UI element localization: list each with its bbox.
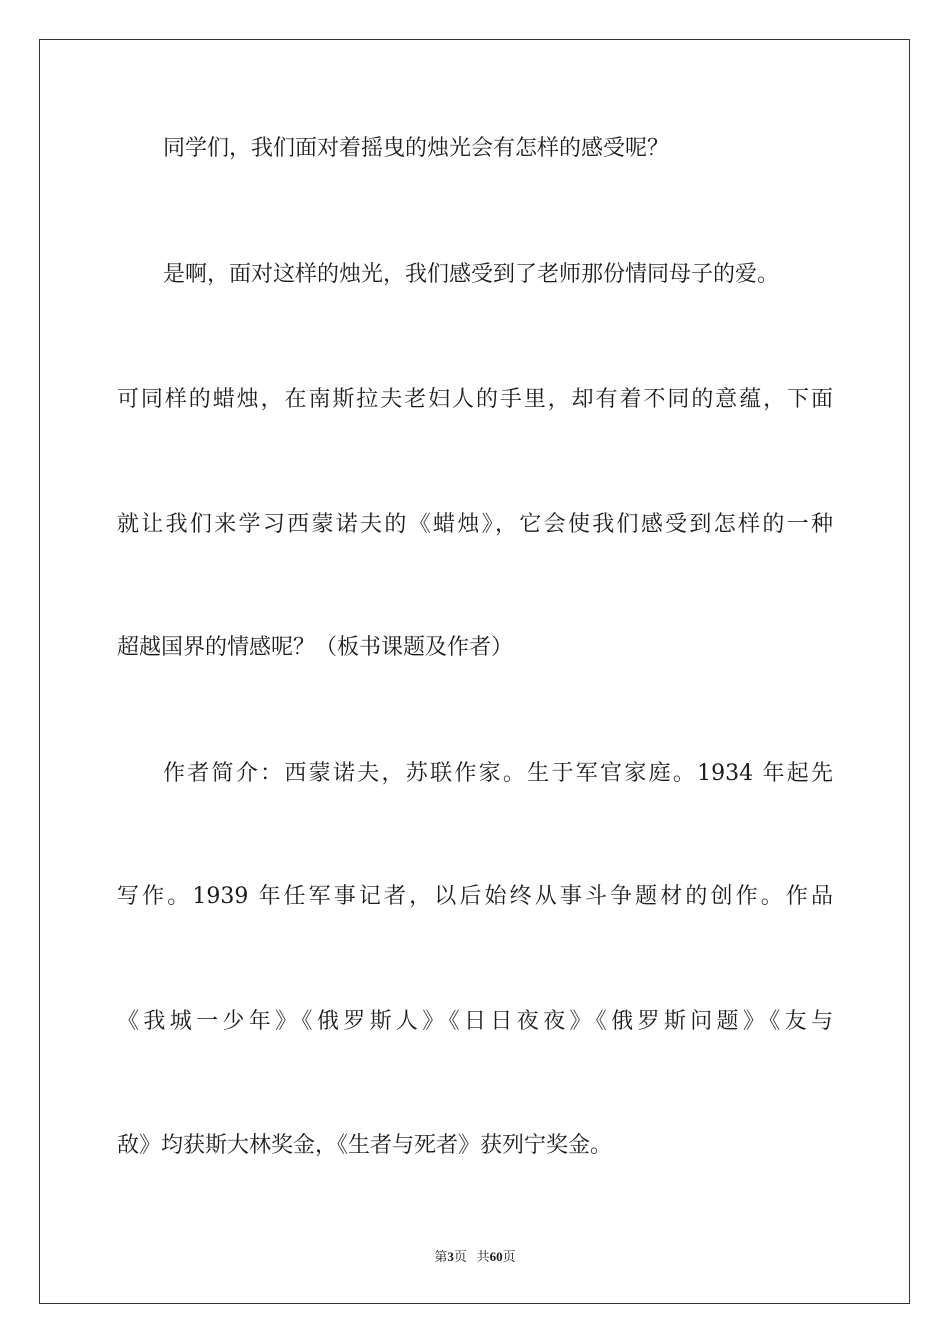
page-number: 3 <box>447 1249 454 1264</box>
paragraph-line: 《我城一少年》《俄罗斯人》《日日夜夜》《俄罗斯问题》《友与 <box>117 1009 833 1034</box>
paragraph-line: 是啊，面对这样的烛光，我们感受到了老师那份情同母子的爱。 <box>163 262 780 287</box>
paragraph-line: 写作。1939 年任军事记者，以后始终从事斗争题材的创作。作品 <box>117 884 833 909</box>
page-suffix: 页 <box>453 1249 467 1264</box>
paragraph-line: 可同样的蜡烛，在南斯拉夫老妇人的手里，却有着不同的意蕴，下面 <box>117 387 833 412</box>
paragraph-line: 敌》均获斯大林奖金，《生者与死者》获列宁奖金。 <box>117 1133 613 1158</box>
total-pages: 60 <box>489 1249 503 1264</box>
paragraph-line: 就让我们来学习西蒙诺夫的《蜡烛》，它会使我们感受到怎样的一种 <box>117 512 833 537</box>
paragraph-line: 作者简介：西蒙诺夫，苏联作家。生于军官家庭。1934 年起先 <box>163 761 833 786</box>
paragraph-line: 超越国界的情感呢？（板书课题及作者） <box>117 635 514 660</box>
page-prefix: 第 <box>434 1249 448 1264</box>
page-footer <box>0 1248 950 1266</box>
total-suffix: 页 <box>502 1249 516 1264</box>
paragraph-line: 同学们，我们面对着摇曳的烛光会有怎样的感受呢？ <box>163 136 670 161</box>
total-prefix: 共 <box>476 1249 490 1264</box>
page-border <box>39 39 910 1304</box>
